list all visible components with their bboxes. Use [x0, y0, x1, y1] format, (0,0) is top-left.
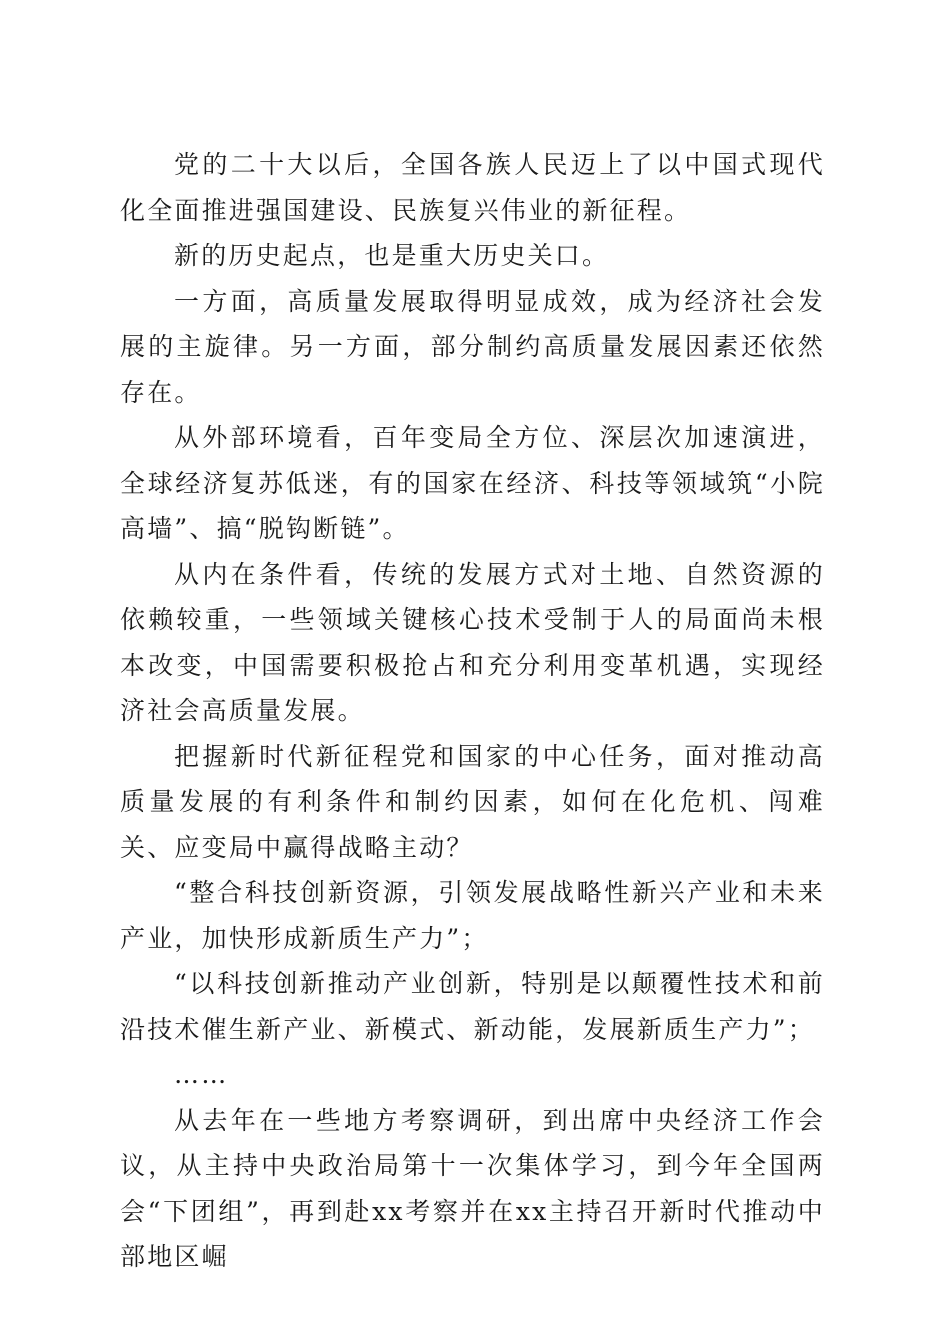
paragraph-8: “以科技创新推动产业创新，特别是以颠覆性技术和前沿技术催生新产业、新模式、新动能，发展新质生产力”；: [120, 969, 825, 1044]
document-body: [120, 142, 825, 1280]
paragraph-9-ellipsis: ……: [174, 1060, 229, 1089]
paragraph-7: “整合科技创新资源，引领发展战略性新兴产业和未来产业，加快形成新质生产力”；: [120, 878, 825, 953]
paragraph-6: 把握新时代新征程党和国家的中心任务，面对推动高质量发展的有利条件和制约因素，如何在化危机、闯难关、应变局中赢得战略主动？: [120, 741, 825, 862]
paragraph-5: 从内在条件看，传统的发展方式对土地、自然资源的依赖较重，一些领域关键核心技术受制于人的局面尚未根本改变，中国需要积极抢占和充分利用变革机遇，实现经济社会高质量发展。: [120, 559, 825, 725]
paragraph-1: 党的二十大以后，全国各族人民迈上了以中国式现代化全面推进强国建设、民族复兴伟业的新征程。: [120, 150, 825, 225]
paragraph-10: 从去年在一些地方考察调研，到出席中央经济工作会议，从主持中央政治局第十一次集体学习，到今年全国两会“下团组”，再到赴xx考察并在xx主持召开新时代推动中部地区崛: [120, 1105, 825, 1271]
paragraph-2: 新的历史起点，也是重大历史关口。: [174, 241, 610, 270]
paragraph-4: 从外部环境看，百年变局全方位、深层次加速演进，全球经济复苏低迷，有的国家在经济、科技等领域筑“小院高墙”、搞“脱钩断链”。: [120, 423, 825, 543]
paragraph-3: 一方面，高质量发展取得明显成效，成为经济社会发展的主旋律。另一方面，部分制约高质量发展因素还依然存在。: [120, 286, 825, 407]
